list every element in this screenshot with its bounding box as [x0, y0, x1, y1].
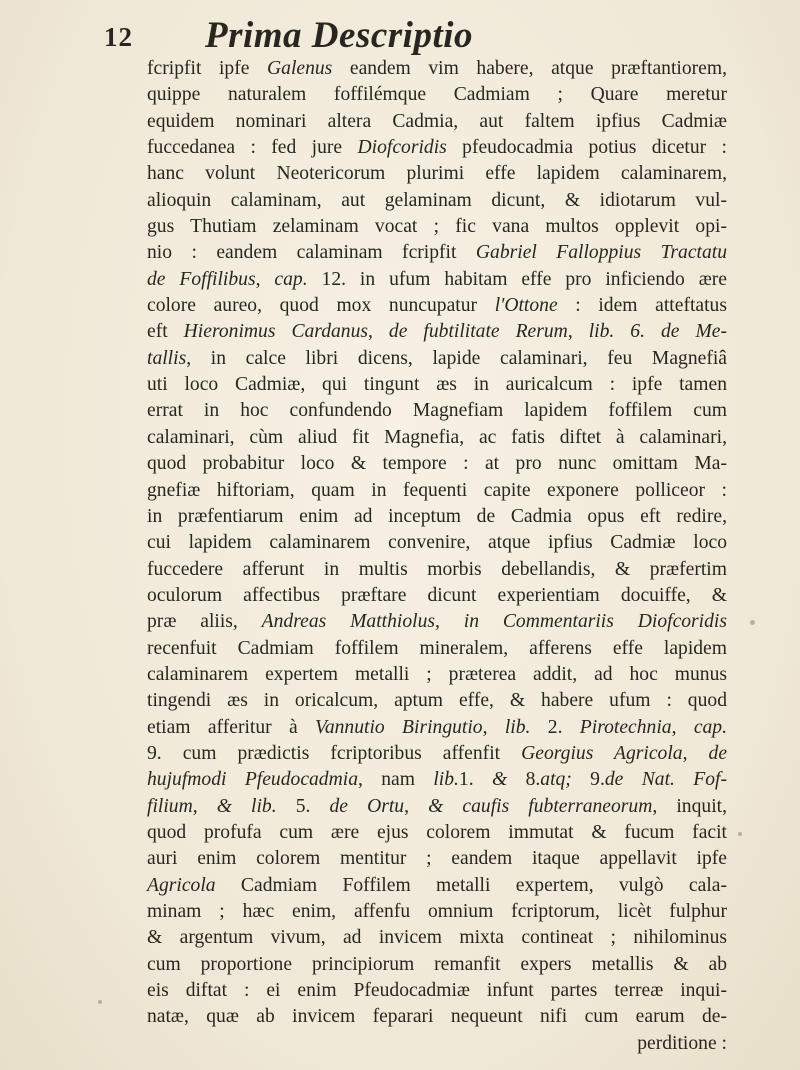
page-number: 12 — [104, 22, 133, 52]
body-text — [147, 56, 727, 1057]
text-segment: nio : eandem calaminam fcripfit — [147, 242, 476, 264]
italic-segment: cap. — [274, 268, 308, 290]
italic-segment: de fubtilitate Rerum — [388, 321, 568, 343]
text-segment: minam ; hæc enim, affenfu omnium fcriptorum, licèt fulphur — [147, 901, 727, 922]
text-segment: , — [435, 611, 464, 633]
text-segment: , in calce libri dicens, lapide calaminari, feu Magnefiâ — [186, 347, 727, 369]
text-segment: errat in hoc confundendo Magnefiam lapidem foffilem cum — [147, 400, 727, 422]
italic-segment: de — [708, 742, 728, 764]
text-line — [147, 267, 727, 293]
text-segment: fcripfit ipfe — [147, 58, 267, 79]
text-segment: alioquin calaminam, aut gelaminam dicunt, & idiotarum vul- — [147, 189, 727, 211]
text-line — [147, 952, 727, 978]
text-segment: , — [671, 716, 694, 738]
text-line — [147, 293, 727, 319]
text-segment: , — [567, 321, 589, 343]
paper-speck — [98, 1000, 102, 1004]
text-segment: perditione : — [637, 1032, 727, 1054]
text-line — [147, 425, 727, 451]
text-segment: in præfentiarum enim ad inceptum de Cadmia opus eft redire, — [147, 505, 727, 527]
text-line — [147, 451, 727, 477]
text-line — [147, 319, 727, 345]
text-segment: calaminari, cùm aliud fit Magnefia, ac fatis diftet à calaminari, — [147, 426, 727, 448]
text-line — [147, 557, 727, 583]
text-line — [147, 978, 727, 1004]
text-segment: , — [192, 795, 217, 817]
text-segment: hanc volunt Neotericorum plurimi effe lapidem calaminarem, — [147, 163, 727, 185]
text-segment: eft — [147, 321, 184, 343]
paper-speck — [750, 620, 755, 625]
italic-segment: & caufis fubterraneorum — [428, 795, 653, 817]
text-segment: gus Thutiam zelaminam vocat ; fic vana multos opplevit opi- — [147, 216, 727, 238]
text-line — [147, 688, 727, 714]
text-segment: , — [482, 716, 505, 738]
text-segment: equidem nominari altera Cadmia, aut faltem ipfius Cadmiæ — [147, 110, 727, 132]
text-segment: : idem atteftatus — [557, 295, 727, 317]
text-segment: fuccedanea : fed jure — [147, 137, 358, 159]
italic-segment: in Commentariis Diofcoridis — [463, 611, 727, 633]
text-line — [147, 82, 727, 108]
italic-segment: & — [491, 769, 508, 791]
italic-segment: lib. — [433, 769, 459, 791]
text-segment: auri enim colorem mentitur ; eandem itaque appellavit ipfe — [147, 848, 727, 870]
text-segment: , — [404, 795, 429, 817]
text-line — [147, 478, 727, 504]
italic-segment: Vannutio Biringutio — [315, 716, 483, 738]
page-header — [100, 8, 710, 58]
text-segment: gnefiæ hiftoriam, quam in fequenti capite exponere polliceor : — [147, 479, 727, 501]
text-line — [147, 109, 727, 135]
text-segment: , inquit, — [652, 795, 727, 817]
text-segment: cui lapidem calaminarem convenire, atque ipfius Cadmiæ loco — [147, 532, 727, 554]
italic-segment: cap. — [693, 716, 728, 738]
text-line — [147, 161, 727, 187]
text-segment: pfeudocadmia potius dicetur : — [446, 137, 727, 159]
text-segment: 5. — [276, 795, 330, 817]
italic-segment: Agricola — [147, 874, 216, 896]
text-segment: quippe naturalem foffilémque Cadmiam ; Quare meretur — [147, 84, 727, 106]
text-line — [147, 715, 727, 741]
text-line — [147, 820, 727, 846]
text-segment: 2. — [530, 716, 580, 738]
text-line — [147, 609, 727, 635]
text-segment: natæ, quæ ab invicem feparari nequeunt nifi cum earum de- — [147, 1006, 727, 1028]
text-segment: calaminarem expertem metalli ; præterea addit, ad hoc munus — [147, 663, 727, 685]
italic-segment: & lib. — [216, 795, 277, 817]
text-line — [147, 794, 727, 820]
text-line — [147, 636, 727, 662]
italic-segment: filium — [147, 795, 193, 817]
italic-segment: lib. 6. de Me- — [588, 321, 727, 343]
text-segment: , — [682, 742, 709, 764]
text-line — [147, 135, 727, 161]
italic-segment: de Nat. Fof- — [604, 769, 728, 791]
text-line — [147, 346, 727, 372]
italic-segment: Diofcoridis — [357, 137, 447, 159]
italic-segment: Galenus — [267, 58, 333, 79]
text-segment: 12. in ufum habitam effe pro inficiendo ære — [307, 268, 727, 290]
text-segment: cum proportione principiorum remanfit expers metallis & ab — [147, 953, 727, 975]
text-line — [147, 504, 727, 530]
text-line — [147, 1004, 727, 1030]
text-line — [147, 372, 727, 398]
text-line — [147, 240, 727, 266]
italic-segment: hujufmodi Pfeudocadmia — [147, 769, 358, 791]
text-segment: , nam — [358, 769, 434, 791]
italic-segment: Gabriel Falloppius Tractatu — [475, 242, 727, 264]
text-segment: 1. — [458, 769, 492, 791]
running-title: Prima Descriptio — [205, 15, 474, 56]
italic-segment: de Ortu — [329, 795, 405, 817]
text-segment: tingendi æs in oricalcum, aptum effe, & habere ufum : quod — [147, 690, 727, 712]
text-segment: uti loco Cadmiæ, qui tingunt æs in auricalcum : ipfe tamen — [147, 374, 727, 396]
text-line — [147, 214, 727, 240]
text-segment: præ aliis, — [147, 611, 262, 633]
text-line — [147, 56, 727, 82]
italic-segment: Hieronimus Cardanus — [183, 321, 369, 343]
text-segment: 9. — [571, 769, 605, 791]
italic-segment: atq; — [540, 769, 572, 791]
text-line — [147, 662, 727, 688]
italic-segment: l'Ottone — [494, 295, 558, 317]
text-segment: colore aureo, quod mox nuncupatur — [147, 295, 495, 317]
text-line — [147, 925, 727, 951]
text-segment: 8. — [507, 769, 541, 791]
text-line — [147, 741, 727, 767]
text-segment: etiam afferitur à — [147, 716, 316, 738]
text-line — [147, 846, 727, 872]
text-segment: eandem vim habere, atque præftantiorem, — [332, 58, 727, 79]
text-segment: 9. cum prædictis fcriptoribus affenfit — [147, 742, 522, 764]
italic-segment: Andreas Matthiolus — [261, 611, 435, 633]
text-segment: & argentum vivum, ad invicem mixta contineat ; nihilominus — [147, 927, 727, 949]
text-segment: Cadmiam Foffilem metalli expertem, vulgò cala- — [215, 874, 727, 896]
text-segment: recenfuit Cadmiam foffilem mineralem, afferens effe lapidem — [147, 637, 727, 659]
text-segment: , — [368, 321, 389, 343]
text-segment: oculorum affectibus præftare dicunt experientiam docuiffe, & — [147, 584, 727, 606]
text-line — [147, 398, 727, 424]
text-segment: quod profufa cum ære ejus colorem immutat & fucum facit — [147, 821, 727, 843]
text-line — [147, 188, 727, 214]
text-line — [147, 873, 727, 899]
italic-segment: de Foffilibus — [147, 268, 256, 290]
text-segment: , — [255, 268, 275, 290]
paper-speck — [738, 832, 742, 836]
italic-segment: Georgius Agricola — [521, 742, 683, 764]
italic-segment: tallis — [147, 347, 187, 369]
text-line — [147, 767, 727, 793]
text-segment: eis diftat : ei enim Pfeudocadmiæ infunt partes terreæ inqui- — [147, 980, 727, 1002]
italic-segment: lib. — [504, 716, 531, 738]
text-line — [147, 530, 727, 556]
text-line — [147, 899, 727, 925]
text-line — [147, 1031, 727, 1057]
text-segment: quod probabitur loco & tempore : at pro nunc omittam Ma- — [147, 453, 727, 475]
text-segment: fuccedere afferunt in multis morbis debellandis, & præfertim — [147, 558, 727, 580]
text-line — [147, 583, 727, 609]
italic-segment: Pirotechnia — [579, 716, 672, 738]
